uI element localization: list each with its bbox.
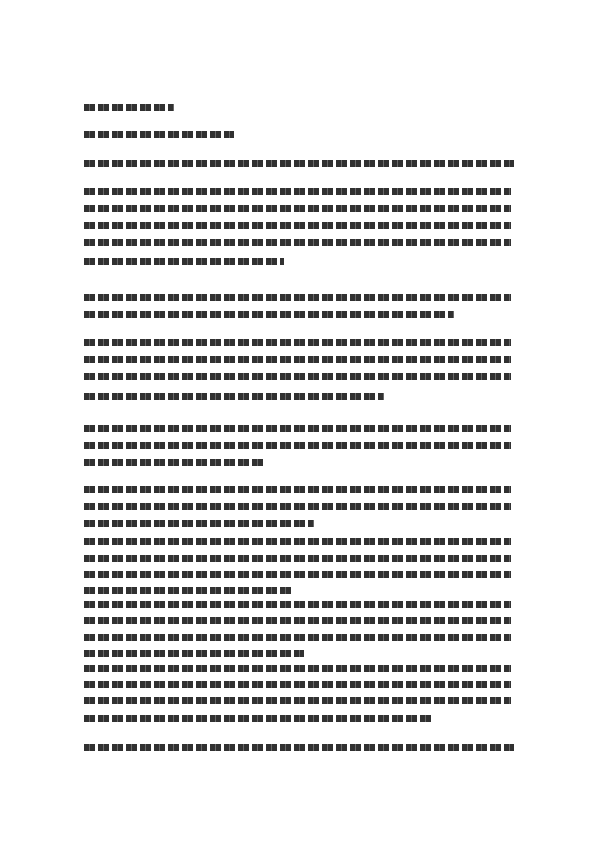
paragraph-1-text-1 (84, 188, 511, 195)
subheading-line-text-1 (84, 131, 234, 138)
paragraph-5-text-1 (84, 486, 511, 493)
paragraph-2-text-1 (84, 294, 511, 301)
paragraph-4-text-3 (84, 459, 264, 466)
paragraph-1-text-3 (84, 222, 511, 229)
paragraph-4-text-1 (84, 425, 511, 432)
paragraph-8-text-2 (84, 681, 511, 688)
paragraph-6-text-2 (84, 555, 511, 562)
paragraph-2-text-2 (84, 311, 454, 318)
paragraph-7-text-1 (84, 601, 511, 608)
paragraph-7-text-3 (84, 634, 511, 641)
paragraph-1-text-4 (84, 239, 511, 246)
paragraph-4-text-2 (84, 442, 511, 449)
heading-line-text-1 (84, 104, 174, 111)
paragraph-8-text-4 (84, 715, 434, 722)
paragraph-3-text-3 (84, 373, 511, 380)
paragraph-3-text-2 (84, 356, 511, 363)
paragraph-1-text-5 (84, 258, 284, 265)
paragraph-6-text-1 (84, 538, 511, 545)
paragraph-8-text-1 (84, 665, 511, 672)
paragraph-7-text-4 (84, 650, 304, 657)
paragraph-5-text-2 (84, 503, 511, 510)
paragraph-7-text-2 (84, 617, 511, 624)
paragraph-8-text-3 (84, 697, 511, 704)
closing-line-text-1 (84, 744, 514, 751)
paragraph-3-text-1 (84, 339, 511, 346)
paragraph-1-text-2 (84, 205, 511, 212)
paragraph-6-text-3 (84, 571, 511, 578)
paragraph-3-text-4 (84, 393, 384, 400)
paragraph-6-text-4 (84, 587, 294, 594)
intro-line-text-1 (84, 160, 514, 167)
paragraph-5-text-3 (84, 520, 314, 527)
